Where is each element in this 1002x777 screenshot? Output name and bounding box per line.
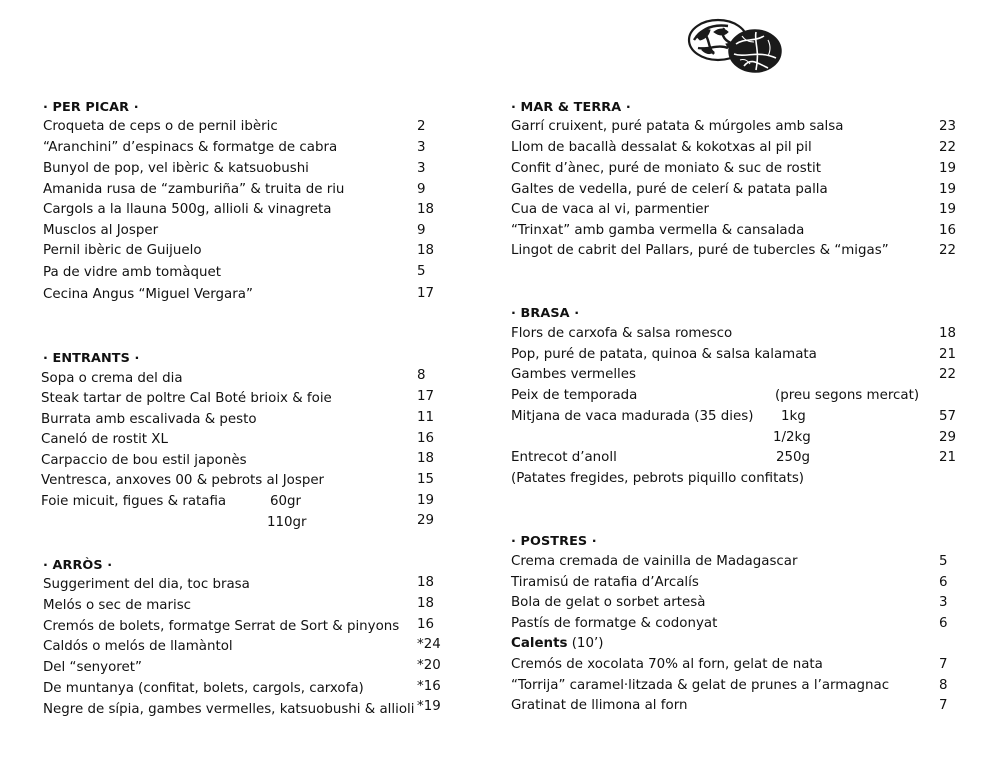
- menu-item-name: Garrí cruixent, puré patata & múrgoles amb salsa: [511, 119, 844, 134]
- calents-heading: [511, 636, 603, 651]
- menu-item-name: Cremós de bolets, formatge Serrat de Sort & pinyons: [43, 619, 400, 634]
- menu-item-price: 18: [417, 451, 435, 466]
- menu-item-note: (Patates fregides, pebrots piquillo confitats): [511, 471, 805, 486]
- menu-item-name: Caneló de rostit XL: [41, 432, 168, 447]
- menu-item-name: Cecina Angus “Miguel Vergara”: [43, 287, 253, 302]
- menu-item-name: Mitjana de vaca madurada (35 dies): [511, 409, 754, 424]
- menu-item-price: 16: [939, 223, 957, 238]
- menu-item-name: Pa de vidre amb tomàquet: [43, 265, 221, 280]
- section-title-entrants: · ENTRANTS ·: [43, 351, 140, 366]
- menu-item-name: “Aranchini” d’espinacs & formatge de cabra: [43, 140, 338, 155]
- menu-item-price: 3: [417, 140, 426, 155]
- calents-note: (10’): [567, 636, 604, 651]
- menu-item-price: 6: [939, 616, 948, 631]
- menu-item-size: 110gr: [267, 515, 307, 530]
- menu-item-name: Pastís de formatge & codonyat: [511, 616, 718, 631]
- walnuts-icon: [684, 14, 786, 76]
- menu-item-name: Tiramisú de ratafia d’Arcalís: [511, 575, 699, 590]
- menu-item-name: Entrecot d’anoll: [511, 450, 617, 465]
- menu-item-price: *16: [417, 679, 441, 694]
- menu-item-price: 22: [939, 367, 957, 382]
- menu-item-price: 18: [417, 243, 435, 258]
- menu-item-price: 11: [417, 410, 435, 425]
- menu-item-name: Burrata amb escalivada & pesto: [41, 412, 257, 427]
- menu-item-price: 22: [939, 243, 957, 258]
- menu-item-name: Steak tartar de poltre Cal Boté brioix & foie: [41, 391, 332, 406]
- menu-item-price: 5: [417, 264, 426, 279]
- menu-item-price: 7: [939, 657, 948, 672]
- menu-item-price: 21: [939, 450, 957, 465]
- menu-item-name: Confit d’ànec, puré de moniato & suc de rostit: [511, 161, 821, 176]
- menu-item-size: 250g: [776, 450, 811, 465]
- menu-item-price: 18: [939, 326, 957, 341]
- menu-item-name: Pop, puré de patata, quinoa & salsa kalamata: [511, 347, 817, 362]
- menu-item-price: 8: [939, 678, 948, 693]
- menu-item-name: Llom de bacallà dessalat & kokotxas al pil pil: [511, 140, 812, 155]
- menu-item-price: 18: [417, 596, 435, 611]
- menu-item-price: 57: [939, 409, 957, 424]
- menu-item-price: 19: [939, 182, 957, 197]
- menu-item-name: Cremós de xocolata 70% al forn, gelat de nata: [511, 657, 823, 672]
- menu-item-name: Gratinat de llimona al forn: [511, 698, 688, 713]
- menu-item-price: 8: [417, 368, 426, 383]
- menu-item-name: Sopa o crema del dia: [41, 371, 183, 386]
- menu-item-price: *24: [417, 637, 441, 652]
- menu-item-price: 9: [417, 182, 426, 197]
- menu-item-price: 19: [939, 161, 957, 176]
- menu-item-name: De muntanya (confitat, bolets, cargols, carxofa): [43, 681, 364, 696]
- menu-item-price: 22: [939, 140, 957, 155]
- menu-item-name: Amanida rusa de “zamburiña” & truita de riu: [43, 182, 345, 197]
- menu-item-price: 15: [417, 472, 435, 487]
- menu-item-price: 18: [417, 575, 435, 590]
- menu-item-name: Carpaccio de bou estil japonès: [41, 453, 247, 468]
- section-title-mar-terra: · MAR & TERRA ·: [511, 100, 631, 115]
- menu-item-name: Galtes de vedella, puré de celerí & patata palla: [511, 182, 828, 197]
- menu-item-name: Suggeriment del dia, toc brasa: [43, 577, 250, 592]
- menu-item-price: 3: [939, 595, 948, 610]
- menu-item-price: 2: [417, 119, 426, 134]
- menu-item-name: Musclos al Josper: [43, 223, 159, 238]
- section-title-postres: · POSTRES ·: [511, 534, 597, 549]
- section-title-brasa: · BRASA ·: [511, 306, 580, 321]
- menu-item-price: 17: [417, 286, 435, 301]
- menu-item-name: Ventresca, anxoves 00 & pebrots al Josper: [41, 473, 325, 488]
- menu-item-name: “Trinxat” amb gamba vermella & cansalada: [511, 223, 805, 238]
- menu-item-name: Caldós o melós de llamàntol: [43, 639, 233, 654]
- menu-item-price: 23: [939, 119, 957, 134]
- menu-item-name: Bunyol de pop, vel ibèric & katsuobushi: [43, 161, 309, 176]
- menu-item-name: Cua de vaca al vi, parmentier: [511, 202, 710, 217]
- section-title-per-picar: · PER PICAR ·: [43, 100, 139, 115]
- menu-item-name: Negre de sípia, gambes vermelles, katsuobushi & allioli: [43, 702, 415, 717]
- menu-item-name: Foie micuit, figues & ratafia: [41, 494, 227, 509]
- menu-item-name: Pernil ibèric de Guijuelo: [43, 243, 202, 258]
- menu-item-name: Del “senyoret”: [43, 660, 142, 675]
- section-title-arros: · ARRÒS ·: [43, 558, 113, 573]
- menu-item-price: 3: [417, 161, 426, 176]
- menu-item-name: Cargols a la llauna 500g, allioli & vinagreta: [43, 202, 332, 217]
- menu-item-price: 7: [939, 698, 948, 713]
- menu-item-name: Crema cremada de vainilla de Madagascar: [511, 554, 798, 569]
- menu-item-price: 18: [417, 202, 435, 217]
- menu-item-price: 6: [939, 575, 948, 590]
- menu-item-price: *20: [417, 658, 441, 673]
- menu-item-price: *19: [417, 699, 441, 714]
- menu-item-price: 29: [939, 430, 957, 445]
- menu-item-name: Bola de gelat o sorbet artesà: [511, 595, 706, 610]
- menu-item-price: 21: [939, 347, 957, 362]
- menu-item-size: 1kg: [781, 409, 806, 424]
- menu-item-name: Peix de temporada: [511, 388, 638, 403]
- menu-item-name: Croqueta de ceps o de pernil ibèric: [43, 119, 278, 134]
- menu-item-price: 16: [417, 617, 435, 632]
- menu-item-price: 17: [417, 389, 435, 404]
- menu-item-name: Flors de carxofa & salsa romesco: [511, 326, 733, 341]
- menu-item-name: Gambes vermelles: [511, 367, 636, 382]
- menu-item-name: Lingot de cabrit del Pallars, puré de tubercles & “migas”: [511, 243, 889, 258]
- menu-item-price: 19: [939, 202, 957, 217]
- menu-item-size: 60gr: [270, 494, 302, 509]
- menu-item-name: “Torrija” caramel·litzada & gelat de prunes a l’armagnac: [511, 678, 890, 693]
- menu-item-name: Melós o sec de marisc: [43, 598, 192, 613]
- menu-item-price: 29: [417, 513, 435, 528]
- menu-item-price: 9: [417, 223, 426, 238]
- menu-item-size: 1/2kg: [773, 430, 811, 445]
- menu-item-price: 5: [939, 554, 948, 569]
- calents-label: Calents: [511, 636, 568, 651]
- menu-item-price: 16: [417, 431, 435, 446]
- menu-item-price: 19: [417, 493, 435, 508]
- menu-item-note: (preu segons mercat): [775, 388, 920, 403]
